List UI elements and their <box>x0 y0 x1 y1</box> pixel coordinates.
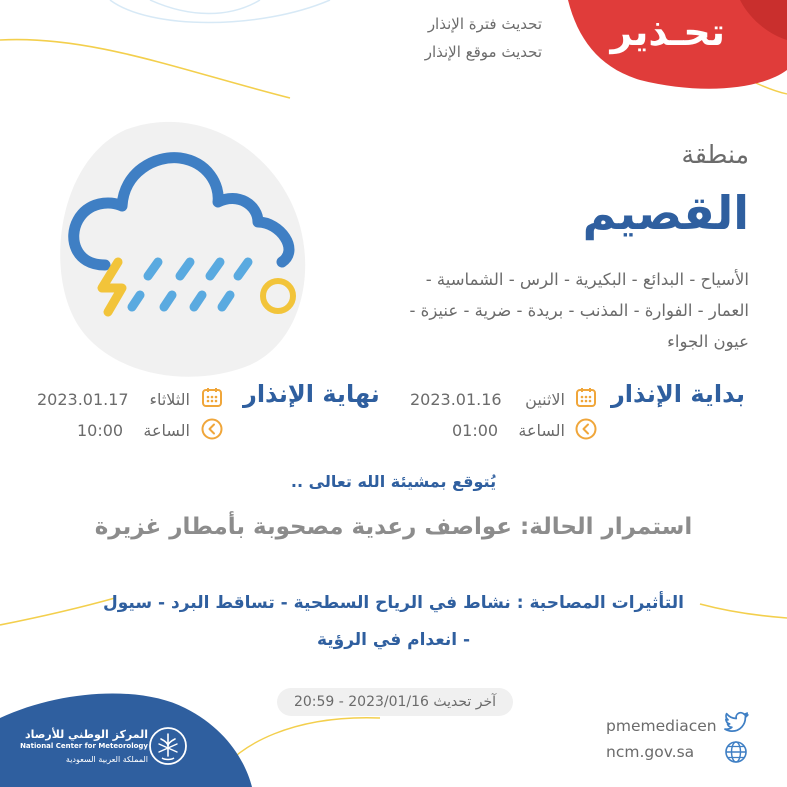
forecast-intro: يُتوقع بمشيئة الله تعالى .. <box>290 472 497 491</box>
end-calendar-icon <box>201 386 223 408</box>
start-time: 01:00 <box>452 421 499 440</box>
end-time-label: الساعة <box>143 421 190 440</box>
start-title: بداية الإنذار <box>610 380 745 408</box>
end-date: 2023.01.17 <box>37 390 129 409</box>
start-date: 2023.01.16 <box>410 390 502 409</box>
region-label: منطقة <box>681 140 749 169</box>
effects-text: التأثيرات المصاحبة : نشاط في الرياح السطحية - تساقط البرد - سيول - انعدام في الرؤية <box>103 593 684 650</box>
twitter-handle[interactable]: pmemediacen <box>606 717 717 735</box>
end-title: نهاية الإنذار <box>243 380 380 408</box>
org-name-english: National Center for Meteorology <box>20 742 148 750</box>
affected-areas: الأسياح - البدائع - البكيرية - الرس - الشماسية - العمار - الفوارة - المذنب - بريدة - ضرية - عنيزة - عيون الجواء <box>409 270 749 351</box>
cloud-thunder-rain-hail-icon <box>60 150 305 330</box>
end-time: 10:00 <box>77 421 124 440</box>
start-time-label: الساعة <box>518 421 565 440</box>
start-time-chevron-icon <box>575 418 597 440</box>
ncm-logo-icon <box>148 726 188 766</box>
region-name: القصيم <box>582 186 749 240</box>
website-link[interactable]: ncm.gov.sa <box>606 743 695 761</box>
end-time-chevron-icon <box>201 418 223 440</box>
last-update-badge: آخر تحديث 2023/01/16 - 20:59 <box>277 688 513 716</box>
globe-icon[interactable] <box>724 740 748 764</box>
org-name-arabic: المركز الوطني للأرصاد <box>24 728 148 741</box>
twitter-icon[interactable] <box>724 711 750 733</box>
situation-text: استمرار الحالة: عواصف رعدية مصحوبة بأمطار غزيرة <box>94 514 693 540</box>
update-period-link[interactable]: تحديث فترة الإنذار <box>427 15 542 33</box>
update-location-link[interactable]: تحديث موقع الإنذار <box>424 43 542 61</box>
alert-type-label: تحـذير <box>610 10 725 54</box>
start-day: الاثنين <box>525 390 565 409</box>
org-country: المملكة العربية السعودية <box>65 755 148 764</box>
end-day: الثلاثاء <box>149 390 190 409</box>
start-calendar-icon <box>575 386 597 408</box>
